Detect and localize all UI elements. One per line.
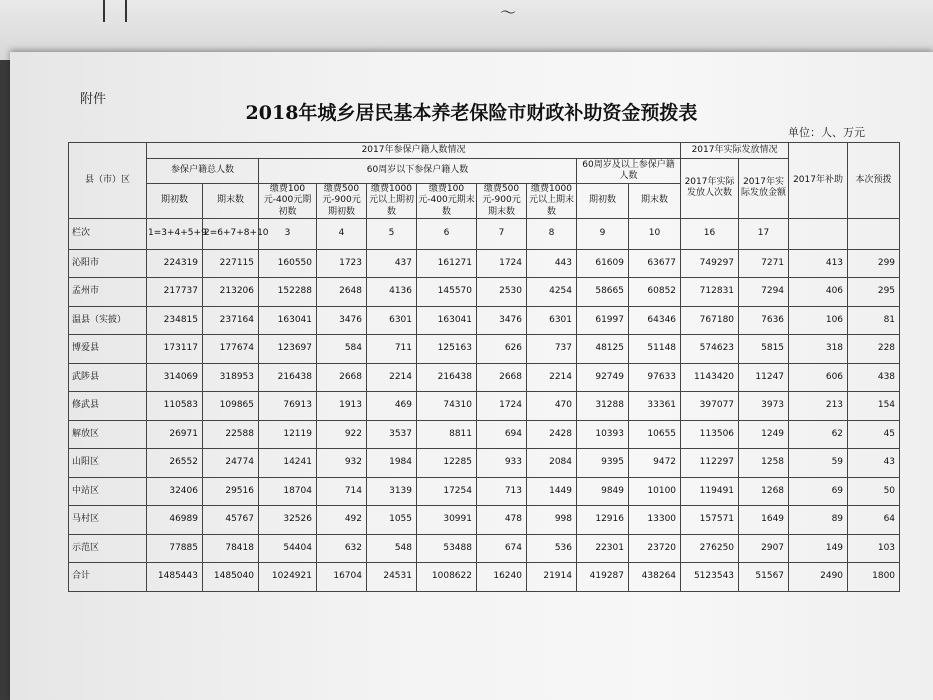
table-cell: 7271 xyxy=(739,249,789,278)
total-label: 合计 xyxy=(69,563,147,592)
county-name: 沁阳市 xyxy=(69,249,147,278)
document-page xyxy=(10,52,933,700)
table-row xyxy=(69,335,900,364)
table-cell: 10100 xyxy=(629,477,681,506)
table-cell: 8811 xyxy=(417,420,477,449)
table-cell: 737 xyxy=(527,335,577,364)
table-cell: 50 xyxy=(848,477,900,506)
table-cell: 443 xyxy=(527,249,577,278)
table-cell: 217737 xyxy=(147,278,203,307)
table-cell: 2668 xyxy=(317,363,367,392)
table-cell: 10393 xyxy=(577,420,629,449)
column-index: 3 xyxy=(259,218,317,249)
table-cell: 119491 xyxy=(681,477,739,506)
column-index: 10 xyxy=(629,218,681,249)
table-cell: 21914 xyxy=(527,563,577,592)
table-cell: 113506 xyxy=(681,420,739,449)
table-cell: 177674 xyxy=(203,335,259,364)
table-cell: 26552 xyxy=(147,449,203,478)
table-row xyxy=(69,420,900,449)
table-cell: 17254 xyxy=(417,477,477,506)
county-name: 马村区 xyxy=(69,506,147,535)
table-cell: 45767 xyxy=(203,506,259,535)
table-cell: 46989 xyxy=(147,506,203,535)
header-actual-amount: 2017年实际发放金额 xyxy=(739,159,789,219)
table-cell: 749297 xyxy=(681,249,739,278)
county-name: 孟州市 xyxy=(69,278,147,307)
table-cell: 12916 xyxy=(577,506,629,535)
header-under-60: 60周岁以下参保户籍人数 xyxy=(259,159,577,184)
table-cell: 9395 xyxy=(577,449,629,478)
table-cell: 60852 xyxy=(629,278,681,307)
county-name: 博爱县 xyxy=(69,335,147,364)
table-cell: 2214 xyxy=(527,363,577,392)
table-cell: 5123543 xyxy=(681,563,739,592)
column-index: 16 xyxy=(681,218,739,249)
table-cell: 43 xyxy=(848,449,900,478)
table-cell: 14241 xyxy=(259,449,317,478)
table-row xyxy=(69,477,900,506)
table-cell: 1008622 xyxy=(417,563,477,592)
table-cell: 4254 xyxy=(527,278,577,307)
table-cell: 16704 xyxy=(317,563,367,592)
table-cell: 30991 xyxy=(417,506,477,535)
table-cell: 163041 xyxy=(259,306,317,335)
table-cell: 23720 xyxy=(629,534,681,563)
table-cell: 112297 xyxy=(681,449,739,478)
total-row xyxy=(69,563,900,592)
table-cell: 574623 xyxy=(681,335,739,364)
table-cell: 213206 xyxy=(203,278,259,307)
header-row-1 xyxy=(69,143,900,159)
table-cell: 234815 xyxy=(147,306,203,335)
table-row xyxy=(69,506,900,535)
table-cell: 1449 xyxy=(527,477,577,506)
table-cell: 74310 xyxy=(417,392,477,421)
table-cell: 18704 xyxy=(259,477,317,506)
table-cell: 3537 xyxy=(367,420,417,449)
table-cell: 1800 xyxy=(848,563,900,592)
table-cell: 110583 xyxy=(147,392,203,421)
table-cell: 3476 xyxy=(477,306,527,335)
table-cell: 1913 xyxy=(317,392,367,421)
county-name: 武陟县 xyxy=(69,363,147,392)
header-pay-100-400-end: 缴费100元-400元期末数 xyxy=(418,184,475,217)
column-index: 9 xyxy=(577,218,629,249)
table-cell: 584 xyxy=(317,335,367,364)
table-cell: 53488 xyxy=(417,534,477,563)
table-cell: 5815 xyxy=(739,335,789,364)
table-cell: 32406 xyxy=(147,477,203,506)
table-cell: 161271 xyxy=(417,249,477,278)
table-cell: 6301 xyxy=(367,306,417,335)
table-row xyxy=(69,392,900,421)
table-cell: 97633 xyxy=(629,363,681,392)
table-cell: 438 xyxy=(848,363,900,392)
table-cell: 26971 xyxy=(147,420,203,449)
header-end: 期末数 xyxy=(203,184,259,219)
table-cell: 81 xyxy=(848,306,900,335)
header-actual-persons: 2017年实际发放人次数 xyxy=(681,159,739,219)
table-cell: 694 xyxy=(477,420,527,449)
table-cell: 299 xyxy=(848,249,900,278)
table-cell: 213 xyxy=(789,392,848,421)
column-index: 5 xyxy=(367,218,417,249)
table-cell: 1143420 xyxy=(681,363,739,392)
header-pay-500-900-end: 缴费500元-900元期末数 xyxy=(477,184,527,219)
table-cell: 606 xyxy=(789,363,848,392)
table-cell: 406 xyxy=(789,278,848,307)
county-name: 示范区 xyxy=(69,534,147,563)
table-cell: 397077 xyxy=(681,392,739,421)
county-name: 中站区 xyxy=(69,477,147,506)
header-row-2 xyxy=(69,159,900,184)
column-index-row xyxy=(69,218,900,249)
table-cell: 314069 xyxy=(147,363,203,392)
table-cell: 2648 xyxy=(317,278,367,307)
table-cell: 632 xyxy=(317,534,367,563)
table-cell: 2668 xyxy=(477,363,527,392)
table-cell: 149 xyxy=(789,534,848,563)
table-cell: 3139 xyxy=(367,477,417,506)
table-cell: 22301 xyxy=(577,534,629,563)
table-row xyxy=(69,449,900,478)
table-cell: 478 xyxy=(477,506,527,535)
table-cell: 145570 xyxy=(417,278,477,307)
table-cell: 922 xyxy=(317,420,367,449)
table-cell: 123697 xyxy=(259,335,317,364)
table-cell: 1485040 xyxy=(203,563,259,592)
table-cell: 3973 xyxy=(739,392,789,421)
header-pay-500-900-begin: 缴费500元-900元期初数 xyxy=(317,184,367,219)
table-cell: 1024921 xyxy=(259,563,317,592)
table-cell: 437 xyxy=(367,249,417,278)
header-this-prepay: 本次预拨 xyxy=(848,143,900,219)
header-actual-2017: 2017年实际发放情况 xyxy=(681,143,789,159)
table-cell: 109865 xyxy=(203,392,259,421)
table-cell: 45 xyxy=(848,420,900,449)
table-cell: 89 xyxy=(789,506,848,535)
table-cell: 295 xyxy=(848,278,900,307)
table-cell: 6301 xyxy=(527,306,577,335)
table-cell: 413 xyxy=(789,249,848,278)
table-cell: 318953 xyxy=(203,363,259,392)
header-county: 县（市）区 xyxy=(69,143,147,219)
table-cell: 11247 xyxy=(739,363,789,392)
column-index: 17 xyxy=(739,218,789,249)
table-cell: 173117 xyxy=(147,335,203,364)
column-index-label: 栏次 xyxy=(69,218,147,249)
table-cell: 2530 xyxy=(477,278,527,307)
table-cell: 24531 xyxy=(367,563,417,592)
table-cell: 438264 xyxy=(629,563,681,592)
column-index xyxy=(789,218,848,249)
table-cell: 2084 xyxy=(527,449,577,478)
table-cell: 536 xyxy=(527,534,577,563)
table-cell: 76913 xyxy=(259,392,317,421)
table-cell: 9472 xyxy=(629,449,681,478)
table-cell: 1055 xyxy=(367,506,417,535)
table-cell: 13300 xyxy=(629,506,681,535)
table-cell: 48125 xyxy=(577,335,629,364)
table-cell: 12285 xyxy=(417,449,477,478)
column-index: 1=3+4+5+9 xyxy=(147,218,203,249)
table-cell: 1258 xyxy=(739,449,789,478)
table-cell: 22588 xyxy=(203,420,259,449)
table-row xyxy=(69,249,900,278)
table-cell: 276250 xyxy=(681,534,739,563)
table-cell: 51148 xyxy=(629,335,681,364)
table-cell: 216438 xyxy=(259,363,317,392)
table-row xyxy=(69,363,900,392)
table-cell: 228 xyxy=(848,335,900,364)
table-cell: 224319 xyxy=(147,249,203,278)
header-group-2017: 2017年参保户籍人数情况 xyxy=(147,143,681,159)
header-over-60: 60周岁及以上参保户籍人数 xyxy=(577,159,681,184)
table-cell: 1268 xyxy=(739,477,789,506)
binding-mark xyxy=(103,0,105,22)
table-cell: 16240 xyxy=(477,563,527,592)
table-cell: 469 xyxy=(367,392,417,421)
table-cell: 64 xyxy=(848,506,900,535)
county-name: 温县（实披） xyxy=(69,306,147,335)
table-cell: 78418 xyxy=(203,534,259,563)
table-cell: 62 xyxy=(789,420,848,449)
table-cell: 106 xyxy=(789,306,848,335)
table-cell: 318 xyxy=(789,335,848,364)
table-cell: 10655 xyxy=(629,420,681,449)
table-cell: 58665 xyxy=(577,278,629,307)
table-cell: 492 xyxy=(317,506,367,535)
header-total-insured: 参保户籍总人数 xyxy=(147,159,259,184)
table-cell: 51567 xyxy=(739,563,789,592)
table-cell: 29516 xyxy=(203,477,259,506)
table-cell: 33361 xyxy=(629,392,681,421)
table-cell: 713 xyxy=(477,477,527,506)
table-row xyxy=(69,306,900,335)
table-cell: 163041 xyxy=(417,306,477,335)
table-cell: 154 xyxy=(848,392,900,421)
table-cell: 92749 xyxy=(577,363,629,392)
header-pay-100-400-begin: 缴费100元-400元期初数 xyxy=(259,184,317,219)
table-cell: 216438 xyxy=(417,363,477,392)
handwriting-mark: ～ xyxy=(500,3,517,22)
table-row xyxy=(69,534,900,563)
table-cell: 711 xyxy=(367,335,417,364)
table-cell: 32526 xyxy=(259,506,317,535)
column-index: 7 xyxy=(477,218,527,249)
table-cell: 419287 xyxy=(577,563,629,592)
table-cell: 1984 xyxy=(367,449,417,478)
table-cell: 2428 xyxy=(527,420,577,449)
column-index: 6 xyxy=(417,218,477,249)
header-pay-1000-end: 缴费1000元以上期末数 xyxy=(527,184,577,219)
table-cell: 64346 xyxy=(629,306,681,335)
table-cell: 767180 xyxy=(681,306,739,335)
underlying-sheet xyxy=(0,0,933,60)
document-title: 2018年城乡居民基本养老保险市财政补助资金预拨表 xyxy=(245,102,698,124)
table-cell: 160550 xyxy=(259,249,317,278)
column-index: 4 xyxy=(317,218,367,249)
table-cell: 1724 xyxy=(477,249,527,278)
subsidy-table xyxy=(68,142,900,592)
table-cell: 61609 xyxy=(577,249,629,278)
table-cell: 69 xyxy=(789,477,848,506)
county-name: 山阳区 xyxy=(69,449,147,478)
table-cell: 77885 xyxy=(147,534,203,563)
county-name: 解放区 xyxy=(69,420,147,449)
table-cell: 9849 xyxy=(577,477,629,506)
table-cell: 24774 xyxy=(203,449,259,478)
table-cell: 3476 xyxy=(317,306,367,335)
header-over60-begin: 期初数 xyxy=(577,184,629,219)
table-cell: 125163 xyxy=(417,335,477,364)
table-cell: 12119 xyxy=(259,420,317,449)
table-cell: 4136 xyxy=(367,278,417,307)
table-cell: 626 xyxy=(477,335,527,364)
table-cell: 2907 xyxy=(739,534,789,563)
table-cell: 712831 xyxy=(681,278,739,307)
table-cell: 2490 xyxy=(789,563,848,592)
table-cell: 933 xyxy=(477,449,527,478)
table-cell: 31288 xyxy=(577,392,629,421)
county-name: 修武县 xyxy=(69,392,147,421)
table-cell: 237164 xyxy=(203,306,259,335)
table-cell: 470 xyxy=(527,392,577,421)
table-cell: 932 xyxy=(317,449,367,478)
table-row xyxy=(69,278,900,307)
table-cell: 7636 xyxy=(739,306,789,335)
table-cell: 227115 xyxy=(203,249,259,278)
header-begin: 期初数 xyxy=(147,184,203,219)
table-cell: 54404 xyxy=(259,534,317,563)
attachment-label: 附件 xyxy=(80,92,107,107)
header-subsidy-2017: 2017年补助 xyxy=(789,143,848,219)
table-cell: 59 xyxy=(789,449,848,478)
table-cell: 2214 xyxy=(367,363,417,392)
table-cell: 998 xyxy=(527,506,577,535)
table-cell: 714 xyxy=(317,477,367,506)
table-cell: 548 xyxy=(367,534,417,563)
table-cell: 103 xyxy=(848,534,900,563)
column-index xyxy=(848,218,900,249)
header-pay-1000-begin: 缴费1000元以上期初数 xyxy=(367,184,417,219)
table-cell: 1723 xyxy=(317,249,367,278)
column-index: 2=6+7+8+10 xyxy=(203,218,259,249)
column-index: 8 xyxy=(527,218,577,249)
table-cell: 63677 xyxy=(629,249,681,278)
table-cell: 1649 xyxy=(739,506,789,535)
table-cell: 7294 xyxy=(739,278,789,307)
unit-label: 单位：人、万元 xyxy=(788,126,865,139)
table-cell: 1249 xyxy=(739,420,789,449)
header-over60-end: 期末数 xyxy=(629,184,681,219)
binding-mark xyxy=(125,0,127,22)
table-cell: 674 xyxy=(477,534,527,563)
table-cell: 157571 xyxy=(681,506,739,535)
table-cell: 1724 xyxy=(477,392,527,421)
table-cell: 61997 xyxy=(577,306,629,335)
table-cell: 152288 xyxy=(259,278,317,307)
table-cell: 1485443 xyxy=(147,563,203,592)
